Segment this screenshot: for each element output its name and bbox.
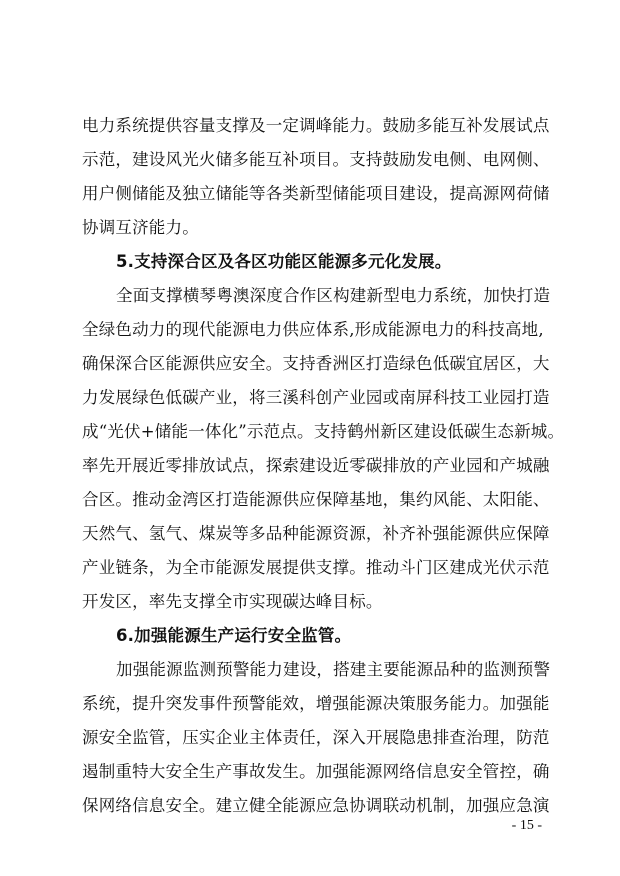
paragraph-line: 遏制重特大安全生产事故发生。加强能源网络信息安全管控，确 bbox=[82, 762, 550, 781]
paragraph-line: 加强能源监测预警能力建设，搭建主要能源品种的监测预警 bbox=[116, 660, 551, 679]
paragraph-line: 率先开展近零排放试点，探索建设近零碳排放的产业园和产城融 bbox=[82, 456, 550, 475]
paragraph-line: 确保深合区能源供应安全。支持香洲区打造绿色低碳宜居区，大 bbox=[82, 354, 550, 373]
paragraph-line: 协调互济能力。 bbox=[82, 218, 199, 237]
paragraph-line: 力发展绿色低碳产业，将三溪科创产业园或南屏科技工业园打造 bbox=[82, 388, 550, 407]
paragraph-line: 成“光伏+储能一体化”示范点。支持鹤州新区建设低碳生态新城。 bbox=[82, 422, 565, 441]
paragraph-line: 合区。推动金湾区打造能源供应保障基地，集约风能、太阳能、 bbox=[82, 490, 550, 509]
paragraph-line: 保网络信息安全。建立健全能源应急协调联动机制，加强应急演 bbox=[82, 796, 550, 815]
paragraph-line: 开发区，率先支撑全市实现碳达峰目标。 bbox=[82, 592, 383, 611]
paragraph-line: 系统，提升突发事件预警能效，增强能源决策服务能力。加强能 bbox=[82, 694, 550, 713]
paragraph-line: 全绿色动力的现代能源电力供应体系,形成能源电力的科技高地, bbox=[82, 320, 544, 339]
paragraph-line: 源安全监管，压实企业主体责任，深入开展隐患排查治理，防范 bbox=[82, 728, 550, 747]
paragraph-line: 产业链条，为全市能源发展提供支撑。推动斗门区建成光伏示范 bbox=[82, 558, 550, 577]
section-heading-5: 5.支持深合区及各区功能区能源多元化发展。 bbox=[116, 252, 452, 271]
paragraph-line: 天然气、氢气、煤炭等多品种能源资源，补齐补强能源供应保障 bbox=[82, 524, 550, 543]
section-heading-6: 6.加强能源生产运行安全监管。 bbox=[116, 626, 352, 645]
paragraph-line: 电力系统提供容量支撑及一定调峰能力。鼓励多能互补发展试点 bbox=[82, 116, 550, 135]
paragraph-line: 示范，建设风光火储多能互补项目。支持鼓励发电侧、电网侧、 bbox=[82, 150, 550, 169]
page-number: - 15 - bbox=[511, 818, 542, 833]
paragraph-line: 全面支撑横琴粤澳深度合作区构建新型电力系统，加快打造 bbox=[116, 286, 551, 305]
paragraph-line: 用户侧储能及独立储能等各类新型储能项目建设，提高源网荷储 bbox=[82, 184, 550, 203]
